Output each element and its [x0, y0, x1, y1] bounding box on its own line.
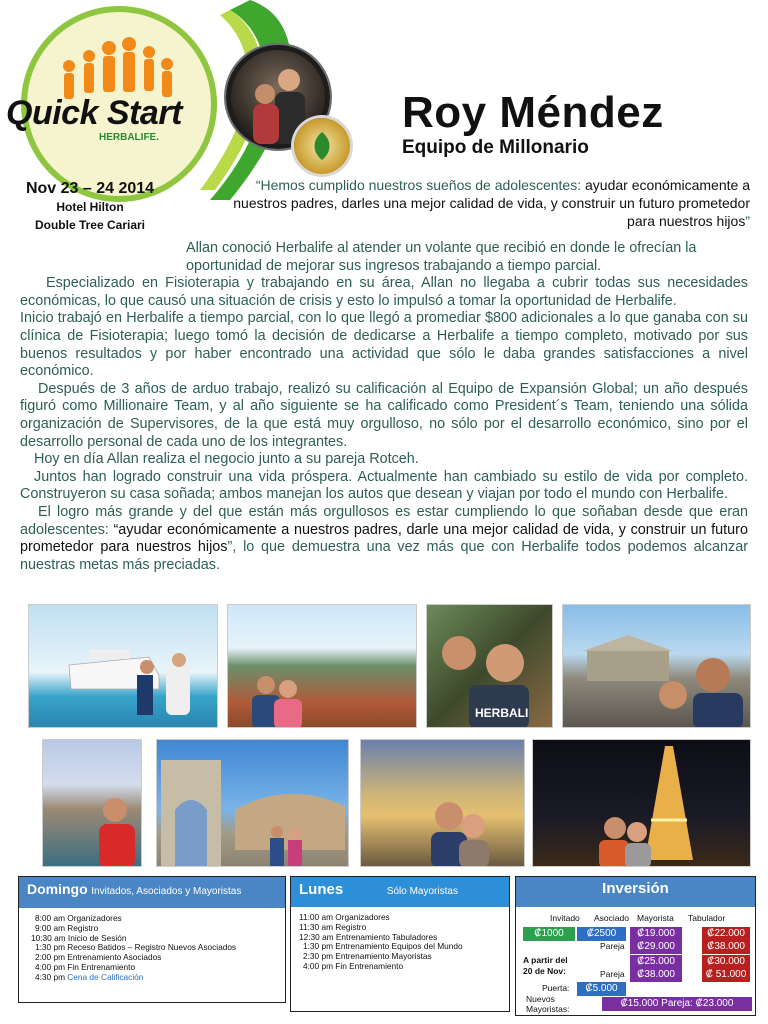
- story-p2: Especializado en Fisioterapia y trabajando en su área, Allan no llegaba a cubrir todas sus necesidades económicas, lo que causó una situación de crisis y esto lo impulsó a tomar la oportunidad de Herbalife.: [20, 275, 748, 309]
- photo-eiffel-tower: [532, 739, 751, 867]
- list-item: 12:30 am Entrenamiento Tabuladores: [299, 931, 438, 942]
- photo-coastal-town: [227, 604, 417, 728]
- feature-quote: [210, 176, 750, 230]
- domingo-list: [19, 908, 285, 991]
- quote-part1: “Hemos cumplido nuestros sueños de adolescentes:: [255, 177, 585, 193]
- event-date: Nov 23 – 24 2014: [25, 180, 155, 197]
- story-p7a: El logro más grande y del que están más orgullosos es estar cumpliendo lo que soñaban desde que eran adolescentes:: [20, 503, 748, 538]
- lunes-subtitle: Sólo Mayoristas: [386, 886, 458, 897]
- price-tabulador-nov: ₡30.000: [702, 955, 750, 969]
- nuevos-label1: Nuevos: [526, 994, 555, 1004]
- quote-part2: ayudar económicamente a nuestros padres, darles una mejor calidad de vida, y construir un futuro prometedor para nuestros hijos: [233, 177, 750, 229]
- lunes-title: Lunes: [299, 881, 344, 898]
- herbalife-brand: HERBALIFE.: [99, 132, 159, 143]
- pareja-label-nov: Pareja: [600, 969, 625, 979]
- story-p7b: “ayudar económicamente a nuestros padres, darle una mejor calidad de vida, y construir un futuro prometedor para nuestros hijos: [20, 521, 748, 556]
- list-item: [31, 973, 273, 983]
- story-p3: Inicio trabajó en Herbalife a tiempo parcial, con lo que llegó a promediar $800 adicionales a lo que ganaba con su clínica de Fisioterapia; luego tomó la decisión de dedicarse a Herbalife a tiempo completo, motivado por sus buenos resultados y por haber encontrado una actividad que sólo le daba grandes satisfacciones a nivel económico.: [20, 310, 748, 380]
- story-p7c: ”, lo que demuestra una vez más que con Herbalife todos podemos alcanzar nuestras metas más preciadas.: [20, 539, 748, 573]
- list-item: 9:00 am Registro: [35, 922, 99, 933]
- price-mayorista-pareja: ₡29.000: [630, 940, 682, 954]
- photo-colosseum: [156, 739, 349, 867]
- list-item: 11:00 am Organizadores: [299, 912, 390, 922]
- price-mayorista-pareja-nov: ₡38.000: [630, 968, 682, 982]
- pareja-label: Pareja: [600, 941, 625, 951]
- domingo-schedule: [18, 876, 286, 1003]
- price-tabulador-pareja-nov: ₡ 51.000: [702, 968, 750, 982]
- team-subtitle: Equipo de Millonario: [402, 137, 589, 158]
- inversion-table: [515, 876, 756, 1016]
- quote-part3: ”: [745, 213, 750, 229]
- col-mayorista: Mayorista: [637, 913, 674, 923]
- inversion-title: Inversión: [516, 877, 755, 907]
- col-asociado: Asociado: [594, 913, 629, 923]
- story-p7: [20, 504, 748, 574]
- apartir-label2: 20 de Nov:: [523, 966, 566, 976]
- list-item-time: 4:30 pm: [35, 971, 65, 982]
- lunes-header: [291, 877, 509, 907]
- story-p6: Juntos han logrado construir una vida próspera. Actualmente han cambiado su estilo de vida por completo. Construyeron su casa soñada; ambos manejan los autos que desean y viajan por todo el mundo con Herbalife.: [20, 468, 748, 503]
- price-nuevos-mayoristas: ₡15.000 Pareja: ₡23.000: [602, 997, 752, 1011]
- story-p4: Después de 3 años de arduo trabajo, realizó su calificación al Equipo de Expansión Global; un año después figuró como Millionaire Team, y al año siguiente se ha calificado como President´s Team, teniendo una sólida organización de Supervisores, de la que está muy orgulloso, no sólo por el desarrollo económico, sino por el desarrollo personal de cada uno de los integrantes.: [20, 380, 748, 450]
- apartir-label1: A partir del: [523, 955, 568, 965]
- page-title: Roy Méndez: [402, 88, 664, 137]
- quick-start-logo: [4, 4, 244, 204]
- list-item: 11:30 am Registro: [299, 921, 367, 932]
- list-item: 1:30 pm Receso Batidos – Registro Nuevos Asociados: [35, 942, 237, 953]
- story-p1: [20, 240, 748, 275]
- photo-cruise-ship: [28, 604, 218, 728]
- story-p1-text: Allan conoció Herbalife al atender un volante que recibió en donde le ofrecían la oportunidad de mejorar sus ingresos trabajando a tiempo parcial.: [186, 240, 697, 274]
- logo-text: Quick Start: [6, 94, 182, 132]
- event-hotel-line1: Hotel Hilton: [56, 200, 124, 214]
- price-puerta: ₡5.000: [577, 982, 626, 996]
- photo-venice: [42, 739, 142, 867]
- price-mayorista: ₡19.000: [630, 927, 682, 941]
- medal-icon: [294, 118, 350, 174]
- list-item-label: Cena de Calificación: [67, 971, 144, 982]
- domingo-title: Domingo: [27, 881, 88, 897]
- event-info: [10, 180, 170, 234]
- col-tabulador: Tabulador: [688, 913, 726, 923]
- list-item: 2:00 pm Entrenamiento Asociados: [35, 952, 162, 963]
- domingo-subtitle: Invitados, Asociados y Mayoristas: [91, 886, 242, 897]
- story-p5: Hoy en día Allan realiza el negocio junto a su pareja Rotceh.: [34, 451, 419, 468]
- price-asociado: ₡2500: [577, 927, 626, 941]
- price-invitado: ₡1000: [523, 927, 575, 941]
- photo-pantheon: [562, 604, 751, 728]
- event-hotel-line2: Double Tree Cariari: [34, 218, 146, 232]
- domingo-header: [19, 877, 285, 908]
- list-item: 2:30 pm Entrenamiento Mayoristas: [303, 951, 432, 962]
- puerta-label: Puerta:: [542, 983, 570, 993]
- list-item: 8:00 am Organizadores: [35, 913, 122, 923]
- price-mayorista-nov: ₡25.000: [630, 955, 682, 969]
- lunes-schedule: [290, 876, 510, 1012]
- price-tabulador: ₡22.000: [702, 927, 750, 941]
- story-text: [20, 240, 748, 574]
- list-item: 4:00 pm Fin Entrenamiento: [35, 961, 136, 972]
- photo-night-street: [360, 739, 525, 867]
- list-item: 1:30 pm Entrenamiento Equipos del Mundo: [303, 941, 463, 952]
- list-item: 4:00 pm Fin Entrenamiento: [303, 960, 404, 971]
- col-invitado: Invitado: [550, 913, 580, 923]
- nuevos-label2: Mayoristas:: [526, 1004, 570, 1014]
- photo-tree-selfie: [426, 604, 553, 728]
- lunes-list: [291, 907, 509, 980]
- list-item: 10:30 am Inicio de Sesión: [31, 932, 127, 943]
- shirt-text: HERBALI: [475, 706, 529, 720]
- price-tabulador-pareja: ₡38.000: [702, 940, 750, 954]
